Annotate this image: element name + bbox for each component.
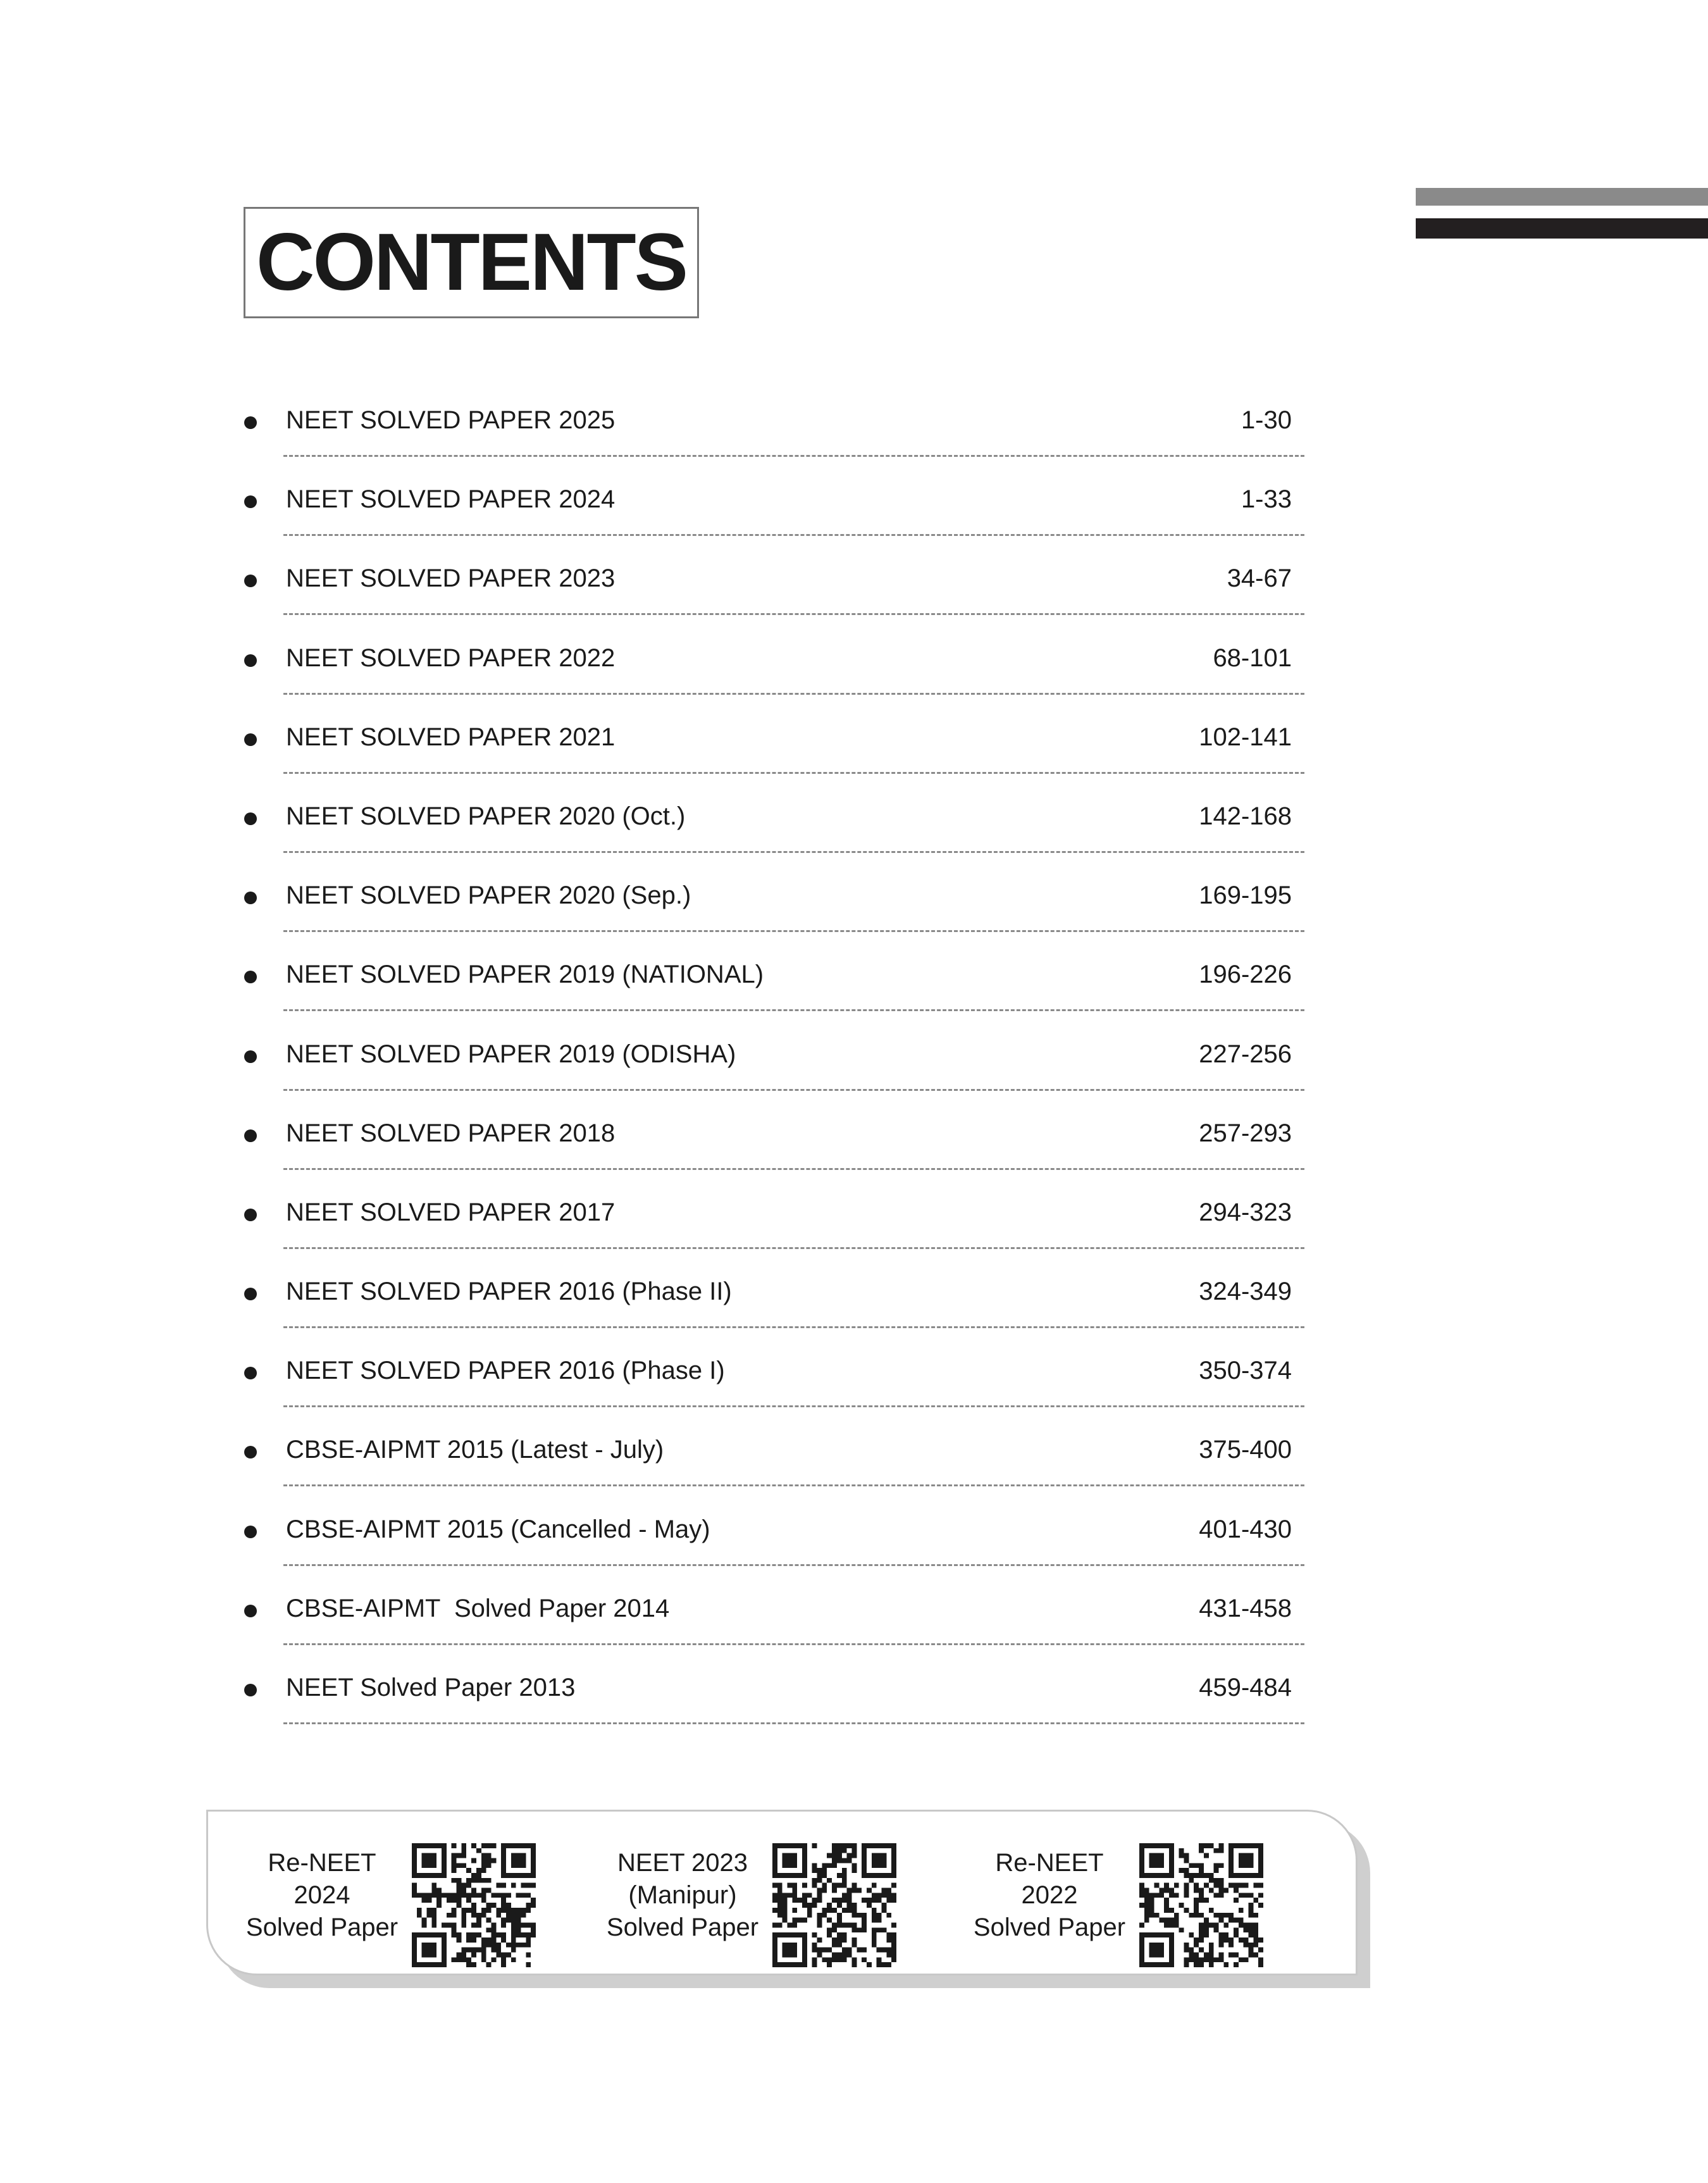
toc-item-pages: 142-168 — [1199, 802, 1292, 830]
table-of-contents — [240, 380, 1304, 1726]
toc-item[interactable] — [240, 1647, 1304, 1726]
toc-item[interactable] — [240, 538, 1304, 617]
bullet-icon — [244, 892, 257, 904]
qr-panel — [206, 1810, 1358, 1975]
toc-item-pages: 227-256 — [1199, 1040, 1292, 1068]
toc-item-pages: 1-33 — [1241, 485, 1292, 514]
toc-item-pages: 294-323 — [1199, 1198, 1292, 1226]
toc-item[interactable] — [240, 1251, 1304, 1330]
bullet-icon — [244, 733, 257, 746]
toc-item-title: NEET SOLVED PAPER 2024 — [286, 485, 616, 514]
toc-item[interactable] — [240, 1330, 1304, 1409]
bullet-icon — [244, 1684, 257, 1696]
toc-item[interactable] — [240, 1568, 1304, 1647]
toc-item-title: NEET SOLVED PAPER 2018 — [286, 1119, 616, 1147]
toc-item-pages: 350-374 — [1199, 1357, 1292, 1385]
toc-item-pages: 34-67 — [1227, 564, 1292, 593]
qr-link-label — [240, 1847, 404, 1944]
qr-link-label-line: NEET 2023 — [617, 1849, 748, 1877]
toc-item[interactable] — [240, 1014, 1304, 1093]
corner-decoration — [1416, 188, 1708, 239]
qr-link-label-line: Solved Paper — [973, 1913, 1126, 1941]
toc-item[interactable] — [240, 697, 1304, 776]
toc-item-pages: 431-458 — [1199, 1594, 1292, 1622]
qr-link-label-line: Re-NEET — [995, 1849, 1104, 1877]
dashed-divider — [283, 1089, 1304, 1091]
bullet-icon — [244, 1288, 257, 1300]
toc-item-pages: 459-484 — [1199, 1674, 1292, 1701]
toc-item-title: CBSE-AIPMT 2015 (Cancelled - May) — [286, 1515, 710, 1543]
bullet-icon — [244, 575, 257, 587]
bullet-icon — [244, 1526, 257, 1538]
bullet-icon — [244, 1209, 257, 1221]
toc-item-pages: 324-349 — [1199, 1278, 1292, 1306]
dashed-divider — [283, 1247, 1304, 1249]
toc-item-title: NEET Solved Paper 2013 — [286, 1674, 576, 1701]
dashed-divider — [283, 693, 1304, 695]
qr-code-icon[interactable] — [772, 1843, 896, 1967]
toc-item[interactable] — [240, 1409, 1304, 1488]
corner-bar-black — [1416, 218, 1708, 239]
toc-item-title: NEET SOLVED PAPER 2020 (Sep.) — [286, 881, 691, 910]
bullet-icon — [244, 1605, 257, 1617]
toc-item-pages: 1-30 — [1241, 406, 1292, 434]
toc-item-pages: 196-226 — [1199, 961, 1292, 989]
toc-item-title: NEET SOLVED PAPER 2021 — [286, 723, 616, 751]
qr-code-icon[interactable] — [1139, 1843, 1263, 1967]
bullet-icon — [244, 812, 257, 825]
dashed-divider — [283, 534, 1304, 536]
bullet-icon — [244, 495, 257, 508]
dashed-divider — [283, 1722, 1304, 1724]
bullet-icon — [244, 971, 257, 983]
qr-link-label — [600, 1847, 765, 1944]
toc-item-pages: 375-400 — [1199, 1436, 1292, 1464]
dashed-divider — [283, 1009, 1304, 1011]
toc-item[interactable] — [240, 776, 1304, 855]
toc-item-title: CBSE-AIPMT Solved Paper 2014 — [286, 1594, 670, 1622]
dashed-divider — [283, 1405, 1304, 1407]
corner-bar-gray — [1416, 188, 1708, 206]
bullet-icon — [244, 1367, 257, 1379]
dashed-divider — [283, 1326, 1304, 1328]
dashed-divider — [283, 1643, 1304, 1645]
toc-item-title: NEET SOLVED PAPER 2017 — [286, 1198, 616, 1226]
dashed-divider — [283, 1168, 1304, 1170]
toc-item-pages: 401-430 — [1199, 1515, 1292, 1543]
dashed-divider — [283, 1564, 1304, 1566]
qr-link-label-line: 2022 — [1021, 1881, 1078, 1909]
page-title: CONTENTS — [256, 217, 686, 308]
dashed-divider — [283, 930, 1304, 932]
qr-link-label-line: Solved Paper — [245, 1913, 399, 1941]
toc-item[interactable] — [240, 618, 1304, 697]
dashed-divider — [283, 613, 1304, 615]
page-title-box — [244, 207, 699, 318]
toc-item[interactable] — [240, 855, 1304, 934]
toc-item-title: NEET SOLVED PAPER 2019 (ODISHA) — [286, 1040, 736, 1068]
dashed-divider — [283, 772, 1304, 774]
qr-link-group[interactable] — [967, 1812, 1284, 1977]
toc-item-title: NEET SOLVED PAPER 2020 (Oct.) — [286, 802, 686, 830]
qr-link-group[interactable] — [240, 1812, 556, 1977]
qr-link-group[interactable] — [600, 1812, 917, 1977]
toc-item-title: NEET SOLVED PAPER 2023 — [286, 564, 616, 593]
toc-item[interactable] — [240, 1093, 1304, 1172]
qr-code-icon[interactable] — [412, 1843, 536, 1967]
qr-link-label-line: (Manipur) — [628, 1881, 737, 1909]
bullet-icon — [244, 1050, 257, 1063]
toc-item[interactable] — [240, 380, 1304, 459]
toc-item-title: CBSE-AIPMT 2015 (Latest - July) — [286, 1436, 664, 1464]
toc-item-pages: 257-293 — [1199, 1119, 1292, 1147]
toc-item-pages: 169-195 — [1199, 881, 1292, 910]
dashed-divider — [283, 455, 1304, 457]
toc-item[interactable] — [240, 1172, 1304, 1251]
qr-link-label-line: 2024 — [294, 1881, 350, 1909]
toc-item[interactable] — [240, 1489, 1304, 1568]
bullet-icon — [244, 654, 257, 667]
toc-item[interactable] — [240, 934, 1304, 1013]
toc-item[interactable] — [240, 459, 1304, 538]
dashed-divider — [283, 1484, 1304, 1486]
toc-item-pages: 68-101 — [1213, 644, 1292, 672]
qr-link-label — [967, 1847, 1132, 1944]
qr-link-label-line: Re-NEET — [268, 1849, 376, 1877]
bullet-icon — [244, 416, 257, 429]
bullet-icon — [244, 1129, 257, 1142]
bullet-icon — [244, 1446, 257, 1458]
qr-link-label-line: Solved Paper — [606, 1913, 759, 1941]
toc-item-title: NEET SOLVED PAPER 2016 (Phase I) — [286, 1357, 725, 1385]
toc-item-title: NEET SOLVED PAPER 2019 (NATIONAL) — [286, 961, 764, 989]
dashed-divider — [283, 851, 1304, 853]
toc-item-title: NEET SOLVED PAPER 2016 (Phase II) — [286, 1278, 732, 1306]
toc-item-title: NEET SOLVED PAPER 2022 — [286, 644, 616, 672]
toc-item-pages: 102-141 — [1199, 723, 1292, 751]
toc-item-title: NEET SOLVED PAPER 2025 — [286, 406, 616, 434]
